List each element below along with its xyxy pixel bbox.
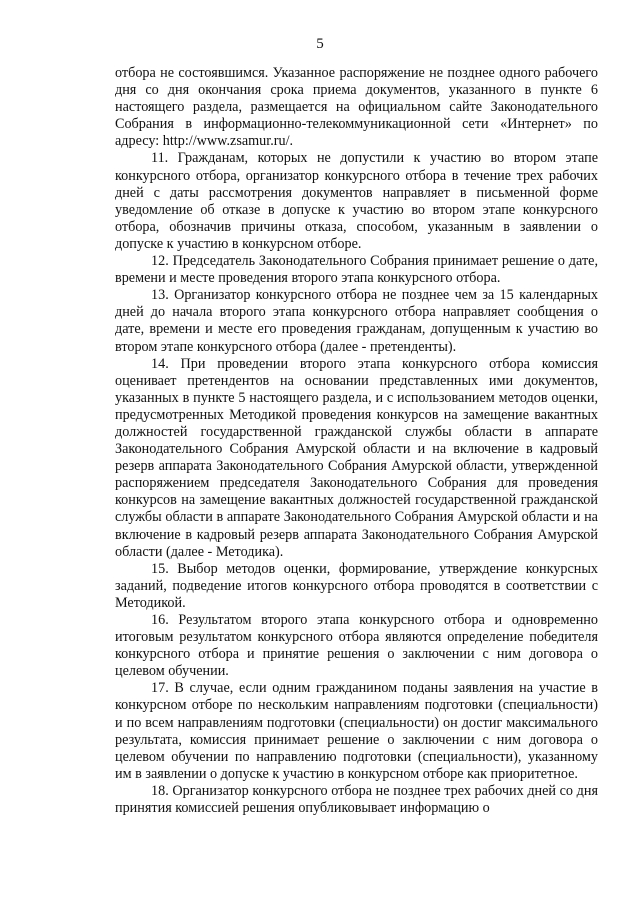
paragraph-13: 13. Организатор конкурсного отбора не позднее чем за 15 календарных дней до начала второго этапа конкурсного отбора направляет сообщения о дате, времени и месте его проведения гражданам, допущенным к участию во втором этапе конкурсного отбора (далее - претенденты). [115, 287, 598, 355]
paragraph-17: 17. В случае, если одним гражданином поданы заявления на участие в конкурсном отборе по нескольким направлениям подготовки (специальности) и по всем направлениям подготовки (специальности) он достиг максимального результата, комиссия принимает решение о заключении с ним договора о целевом обучении по направлению подготовки (специальности), указанному им в заявлении о допуске к участию в конкурсном отборе как приоритетное. [115, 680, 598, 782]
paragraph-continuation: отбора не состоявшимся. Указанное распоряжение не позднее одного рабочего дня со дня окончания срока приема документов, указанного в пункте 6 настоящего раздела, размещается на официальном сайте Законодательного Собрания в информационно-телекоммуникационной сети «Интернет» по адресу: http://www.zsamur.ru/. [115, 65, 598, 150]
page-number: 5 [316, 36, 324, 52]
paragraph-14: 14. При проведении второго этапа конкурсного отбора комиссия оценивает претендентов на основании представленных ими документов, указанных в пункте 5 настоящего раздела, и с использованием методов оценки, предусмотренных Методикой проведения конкурсов на замещение вакантных должностей государственной гражданской службы области в аппарате Законодательного Собрания Амурской области и на включение в кадровый резерв аппарата Законодательного Собрания Амурской области, утвержденной распоряжением председателя Законодательного Собрания для проведения конкурсов на замещение вакантных должностей государственной гражданской службы области в аппарате Законодательного Собрания Амурской области и на включение в кадровый резерв аппарата Законодательного Собрания Амурской области (далее - Методика). [115, 355, 598, 560]
paragraph-12: 12. Председатель Законодательного Собрания принимает решение о дате, времени и месте проведения второго этапа конкурсного отбора. [115, 253, 598, 287]
paragraph-18: 18. Организатор конкурсного отбора не позднее трех рабочих дней со дня принятия комиссией решения опубликовывает информацию о [115, 782, 598, 817]
paragraph-15: 15. Выбор методов оценки, формирование, утверждение конкурсных заданий, подведение итогов конкурсного отбора проводятся в соответствии с Методикой. [115, 560, 598, 611]
document-body [115, 65, 598, 817]
paragraph-11: 11. Гражданам, которых не допустили к участию во втором этапе конкурсного отбора, организатор конкурсного отбора в течение трех рабочих дней с даты рассмотрения документов направляет в письменной форме уведомление об отказе в допуске к участию во втором этапе конкурсного отбора, обозначив причины отказа, способом, указанным в заявлении о допуске к участию в конкурсном отборе. [115, 150, 598, 252]
paragraph-16: 16. Результатом второго этапа конкурсного отбора и одновременно итоговым результатом конкурсного отбора являются определение победителя конкурсного отбора и принятие решения о заключении с ним договора о целевом обучении. [115, 612, 598, 680]
